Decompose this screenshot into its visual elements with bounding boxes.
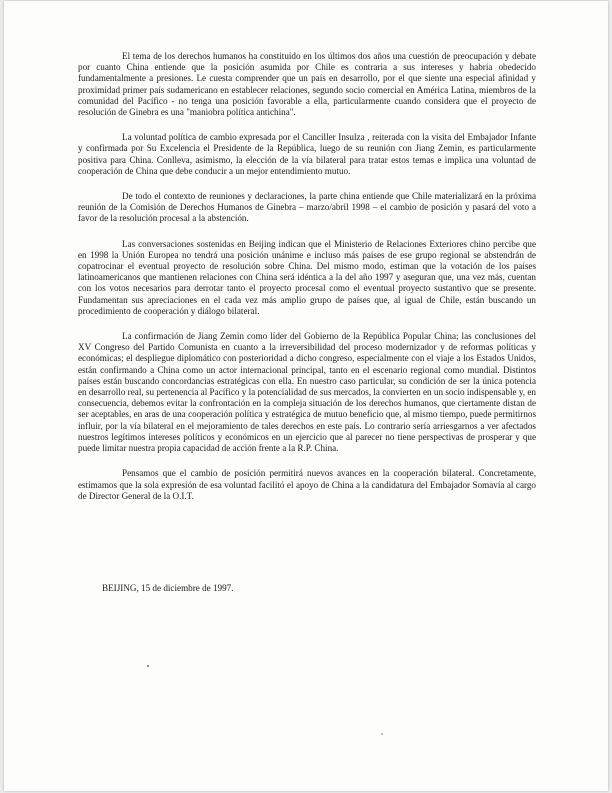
paragraph-geneva-vote: De todo el contexto de reuniones y declaraciones, la parte china entiende que Chile materializará en la próxima reunión de la Comisión de Derechos Humanos de Ginebra – marzo/abril 1998 – el cambio de posición y pasará del voto a favor de la resolución procesal a la abstención. xyxy=(78,191,536,224)
scan-speck xyxy=(381,733,383,735)
place-date-signoff: BEIJING, 15 de diciembre de 1997. xyxy=(102,583,234,593)
letter-body xyxy=(78,51,536,516)
paragraph-political-will: La voluntad política de cambio expresada por el Canciller Insulza , reiterada con la visita del Embajador Infante y confirmada por Su Excelencia el Presidente de la República, luego de su reunión con Jiang Zemin, es particularmente positiva para China. Conlleva, asimismo, la elección de la vía bilateral para tratar estos temas e implica una voluntad de cooperación de China que debe conducir a un mejor entendimiento mutuo. xyxy=(78,132,536,176)
scanned-page xyxy=(4,1,608,791)
paragraph-beijing-talks: Las conversaciones sostenidas en Beijing indican que el Ministerio de Relaciones Exteriores chino percibe que en 1998 la Unión Europea no tendrá una posición unánime e incluso más países de ese grupo regional se abstendrán de copatrocinar el eventual proyecto de resolución sobre China. Del mismo modo, estiman que la votación de los países latinoamericanos que mantienen relaciones con China será idéntica a la del año 1997 y aseguran que, una vez más, cuentan con los votos necesarios para derrotar tanto el proyecto procesal como el eventual proyecto sustantivo que se presente. Fundamentan sus apreciaciones en el cada vez más amplio grupo de países que, al igual de Chile, están buscando un procedimiento de cooperación y diálogo bilateral. xyxy=(78,238,536,316)
paragraph-jiang-zemin: La confirmación de Jiang Zemin como líder del Gobierno de la República Popular China; las conclusiones del XV Congreso del Partido Comunista en cuanto a la irreversibilidad del proceso modernizador y de reformas políticas y económicas; el despliegue diplomático con posterioridad a dicho congreso, especialmente con el viaje a los Estados Unidos, están confirmando a China como un actor internacional principal, tanto en el escenario regional como mundial. Distintos países están buscando concordancias estratégicas con ella. En nuestro caso particular, su condición de ser la única potencia en desarrollo real, su pertenencia al Pacífico y la potencialidad de sus mercados, la convierten en un socio indispensable y, en consecuencia, debemos evitar la confrontación en la compleja situación de los derechos humanos, que ciertamente distan de ser aceptables, en aras de una cooperación política y estratégica de mutuo beneficio que, al mismo tiempo, puede permitirnos influir, por la vía bilateral en el mejoramiento de tales derechos en este país. Lo contrario sería arriesgarnos a ver afectados nuestros legítimos intereses políticos y económicos en un ejercicio que al parecer no tiene perspectivas de prosperar y que puede limitar nuestra propia capacidad de acción frente a la R.P. China. xyxy=(78,331,536,454)
paragraph-cooperation: Pensamos que el cambio de posición permitirá nuevos avances en la cooperación bilateral. Concretamente, estimamos que la sola expresión de esa voluntad facilitó el apoyo de China a la candidatura del Embajador Somavía al cargo de Director General de la O.I.T. xyxy=(78,468,536,501)
scan-speck xyxy=(147,665,149,667)
paragraph-human-rights: El tema de los derechos humanos ha constituido en los últimos dos años una cuestión de preocupación y debate por cuanto China entiende que la posición asumida por Chile es contraria a sus intereses y habría obedecido fundamentalmente a presiones. Le cuesta comprender que un país en desarrollo, por el que siente una especial afinidad y proximidad primer país sudamericano en establecer relaciones, segundo socio comercial en América Latina, miembros de la comunidad del Pacífico - no tenga una posición favorable a ella, particularmente cuando considera que el proyecto de resolución de Ginebra es una "maniobra política antichina". xyxy=(78,51,536,118)
